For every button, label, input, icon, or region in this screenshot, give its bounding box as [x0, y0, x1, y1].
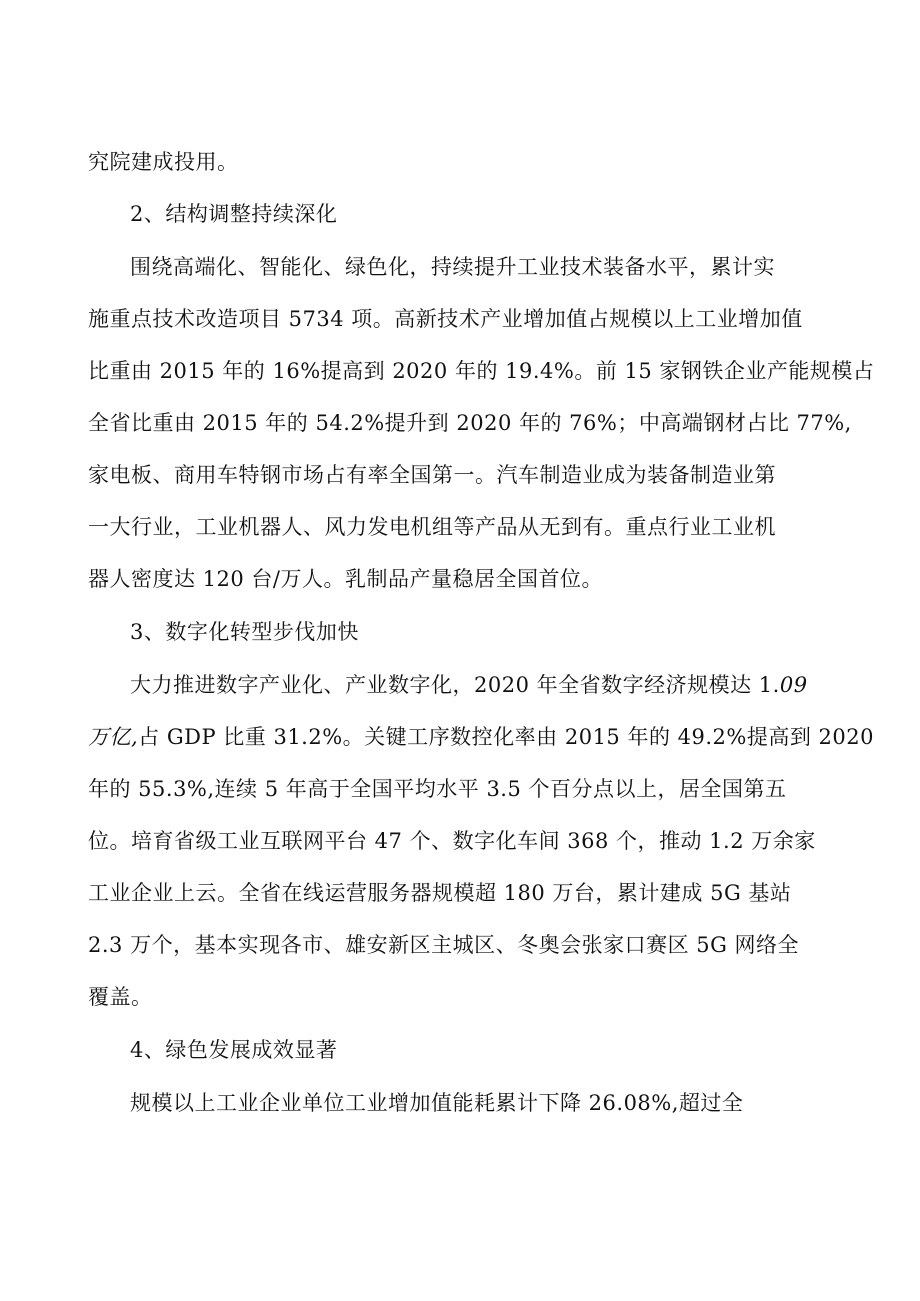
paragraph-structure-adjustment [88, 251, 875, 595]
paragraph-line [88, 669, 840, 701]
paragraph-line: 工业企业上云。全省在线运营服务器规模超 180 万台，累计建成 5G 基站 [88, 881, 792, 905]
paragraph-line: 位。培育省级工业互联网平台 47 个、数字化车间 368 个，推动 1.2 万余家 [88, 829, 816, 853]
section-heading-green: 4、绿色发展成效显著 [130, 1038, 338, 1062]
document-page [88, 146, 875, 1119]
section-heading-structure: 2、结构调整持续深化 [130, 202, 338, 226]
paragraph-line: 一大行业，工业机器人、风力发电机组等产品从无到有。重点行业工业机 [88, 515, 776, 539]
paragraph-line: 规模以上工业企业单位工业增加值能耗累计下降 26.08%,超过全 [130, 1091, 744, 1115]
paragraph-line: 年的 55.3%,连续 5 年高于全国平均水平 3.5 个百分点以上，居全国第五 [88, 777, 787, 801]
paragraph-line: 覆盖。 [88, 985, 153, 1009]
paragraph-line: 比重由 2015 年的 16%提高到 2020 年的 19.4%。前 15 家钢铁企业产能规模占 [88, 359, 875, 383]
text-run: 大力推进数字产业化、产业数字化，2020 年全省数字经济规模达 1. [130, 673, 780, 697]
text-run: 占 GDP 比重 31.2%。关键工序数控化率由 2015 年的 49.2%提高到 2020 [138, 725, 874, 749]
paragraph-line: 全省比重由 2015 年的 54.2%提升到 2020 年的 76%；中高端钢材占比 77%, [88, 411, 852, 435]
paragraph-line: 家电板、商用车特钢市场占有率全国第一。汽车制造业成为装备制造业第 [88, 463, 776, 487]
text-run-italic: 09 [779, 673, 808, 697]
text-run-italic: 万亿, [88, 725, 139, 749]
paragraph-line: 施重点技术改造项目 5734 项。高新技术产业增加值占规模以上工业增加值 [88, 307, 803, 331]
paragraph-green-development [88, 1087, 840, 1119]
paragraph-line [88, 721, 874, 753]
paragraph-digital-transformation [88, 669, 874, 1013]
paragraph-line: 器人密度达 120 台/万人。乳制品产量稳居全国首位。 [88, 567, 604, 591]
paragraph-line: 围绕高端化、智能化、绿色化，持续提升工业技术装备水平，累计实 [130, 255, 775, 279]
paragraph-continuation: 究院建成投用。 [88, 150, 239, 174]
section-heading-digital: 3、数字化转型步伐加快 [130, 620, 359, 644]
paragraph-line: 2.3 万个，基本实现各市、雄安新区主城区、冬奥会张家口赛区 5G 网络全 [88, 933, 800, 957]
